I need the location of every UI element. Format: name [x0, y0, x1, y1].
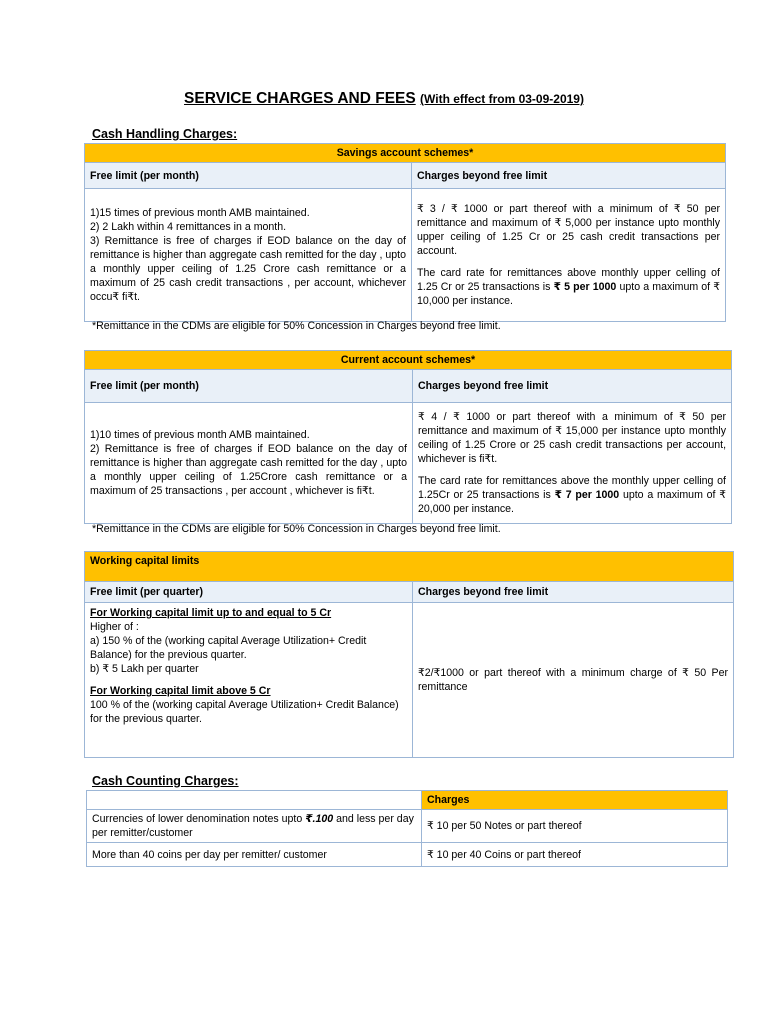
savings-card-rate-prefix: The card rate for remittances above monthly upper celling of 1.25 Cr or 25 transactions is — [417, 267, 721, 293]
current-charges-table — [84, 350, 732, 524]
current-charges-cell — [413, 403, 732, 524]
cash-counting-row-1-charge: ₹ 10 per 50 Notes or part thereof — [422, 810, 728, 843]
wc-above-heading: For Working capital limit above 5 Cr — [90, 685, 271, 697]
savings-free-limit-line-2: 2) 2 Lakh within 4 remittances in a month. — [90, 221, 287, 233]
working-capital-band: Working capital limits — [85, 552, 734, 582]
savings-free-limit-line-3: 3) Remittance is free of charges if EOD balance on the day of remittance is higher than aggregate cash remitted for the day , upto a monthly upper ceiling of 1.25 Crore cash remittance or a maximum of 25 cash credit transactions , per account, whichever occu₹ fi₹t. — [90, 235, 406, 303]
cash-handling-heading: Cash Handling Charges: — [92, 127, 238, 141]
cash-counting-charges-header: Charges — [422, 791, 728, 810]
savings-free-limit-cell — [85, 189, 412, 322]
savings-charges-cell — [412, 189, 726, 322]
current-card-rate-prefix: The card rate for remittances above the monthly upper celling of 1.25Cr or 25 transactions is — [418, 475, 727, 501]
savings-card-rate-suffix: upto a maximum of ₹ 10,000 per instance. — [417, 281, 721, 307]
current-card-rate-text — [418, 474, 726, 516]
savings-charges-table — [84, 143, 726, 322]
wc-item-a: a) 150 % of the (working capital Average Utilization+ Credit Balance) for the previous quarter. — [90, 635, 367, 661]
current-free-limit-line-1: 1)10 times of previous month AMB maintained. — [90, 429, 310, 441]
current-charges-header: Charges beyond free limit — [413, 370, 732, 403]
working-capital-free-limit-cell — [85, 603, 413, 758]
working-capital-table — [84, 551, 734, 758]
wc-higher-of: Higher of : — [90, 621, 139, 633]
current-card-rate-value: ₹ 7 per 1000 — [554, 489, 620, 501]
current-cdm-note: *Remittance in the CDMs are eligible for 50% Concession in Charges beyond free limit. — [92, 523, 501, 535]
cash-counting-table — [86, 790, 728, 867]
savings-free-limit-header: Free limit (per month) — [85, 163, 412, 189]
working-capital-charges-cell: ₹2/₹1000 or part thereof with a minimum charge of ₹ 50 Per remittance — [413, 603, 734, 758]
savings-card-rate-text — [417, 266, 720, 308]
wc-item-b: b) ₹ 5 Lakh per quarter — [90, 663, 199, 675]
savings-cdm-note: *Remittance in the CDMs are eligible for 50% Concession in Charges beyond free limit. — [92, 320, 501, 332]
current-charges-text: ₹ 4 / ₹ 1000 or part thereof with a minimum of ₹ 50 per remittance and maximum of ₹ 15,000 per instance upto monthly ceiling of 1.25 Crore or 25 cash credit transactions per account, whichever is fi₹t. — [418, 411, 727, 465]
working-capital-free-limit-header: Free limit (per quarter) — [85, 582, 413, 603]
savings-charges-header: Charges beyond free limit — [412, 163, 726, 189]
savings-free-limit-line-1: 1)15 times of previous month AMB maintained. — [90, 207, 310, 219]
current-free-limit-header: Free limit (per month) — [85, 370, 413, 403]
cash-counting-heading: Cash Counting Charges: — [92, 774, 239, 788]
cash-counting-row-2-label: More than 40 coins per day per remitter/ customer — [87, 843, 422, 867]
wc-above-text: 100 % of the (working capital Average Utilization+ Credit Balance) for the previous quarter. — [90, 699, 399, 725]
cash-counting-row-1-label — [87, 810, 422, 843]
current-band: Current account schemes* — [85, 351, 732, 370]
wc-upto-heading: For Working capital limit up to and equal to 5 Cr — [90, 607, 332, 619]
document-title — [0, 90, 768, 108]
savings-card-rate-value: ₹ 5 per 1000 — [553, 281, 617, 293]
savings-band: Savings account schemes* — [85, 144, 726, 163]
working-capital-charges-header: Charges beyond free limit — [413, 582, 734, 603]
current-free-limit-line-2: 2) Remittance is free of charges if EOD balance on the day of remittance is higher than aggregate cash remitted for the day , upto a monthly upper ceiling of 1.25Crore cash remittance or a maximum of 25 transactions , per account , whichever is fi₹t. — [90, 443, 407, 497]
title-main: SERVICE CHARGES AND FEES — [184, 90, 416, 107]
cash-counting-blank-header — [87, 791, 422, 810]
row1-label-denomination: ₹.100 — [305, 813, 334, 825]
current-card-rate-suffix: upto a maximum of ₹ 20,000 per instance. — [418, 489, 726, 515]
current-free-limit-cell — [85, 403, 413, 524]
row1-label-suffix: and less per day per remitter/customer — [92, 813, 414, 839]
savings-charges-text: ₹ 3 / ₹ 1000 or part thereof with a minimum of ₹ 50 per remittance and maximum of ₹ 5,000 per instance upto monthly upper ceiling of 1.25 Cr or 25 cash credit transactions per account. — [417, 203, 721, 257]
cash-counting-row-2-charge: ₹ 10 per 40 Coins or part thereof — [422, 843, 728, 867]
row1-label-prefix: Currencies of lower denomination notes upto — [92, 813, 303, 825]
title-effective-date: (With effect from 03-09-2019) — [420, 92, 584, 106]
